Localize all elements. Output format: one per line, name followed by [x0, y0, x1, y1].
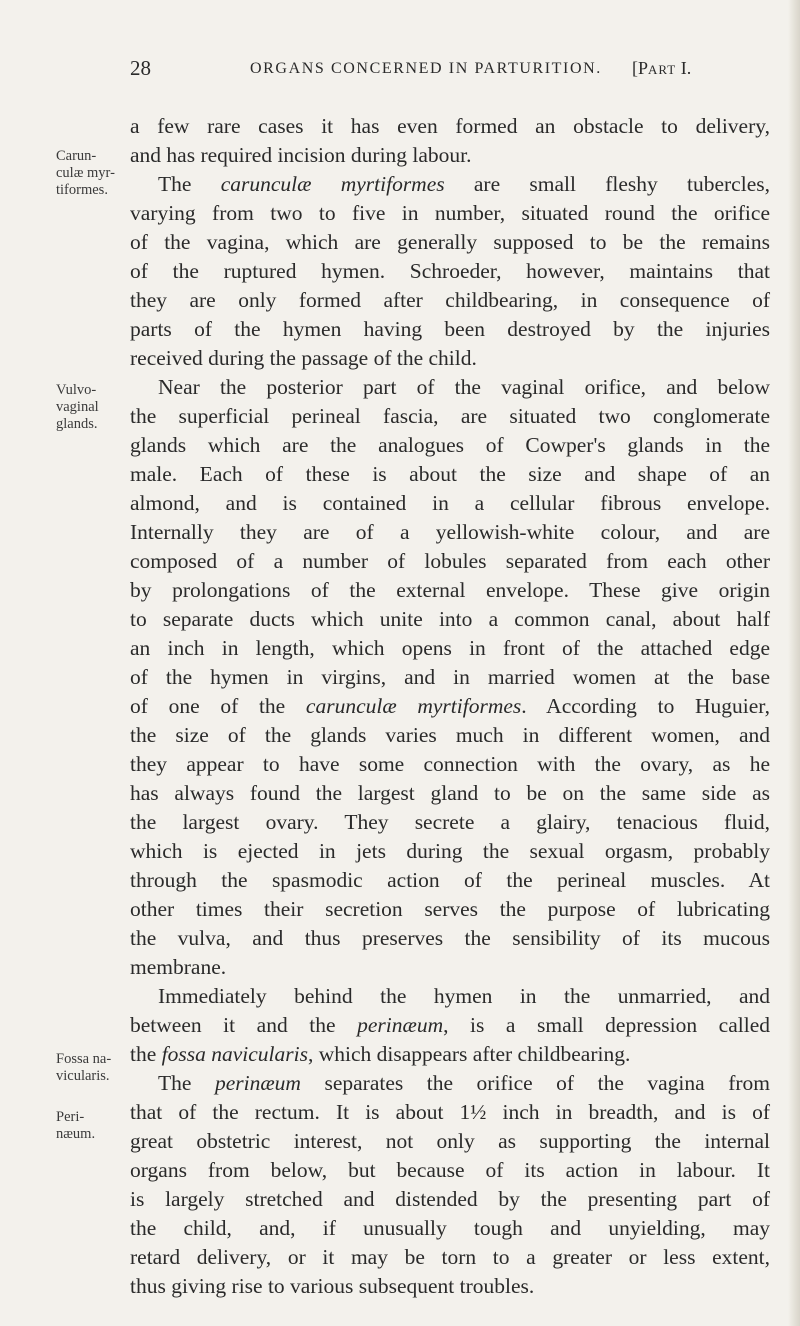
- body-line: is largely stretched and distended by the presenting part of: [130, 1187, 770, 1211]
- body-line: between it and the perinæum, is a small depression called: [130, 1013, 770, 1037]
- page-header: [0, 56, 800, 84]
- body-line: the child, and, if unusually tough and unyielding, may: [130, 1216, 770, 1240]
- body-line: received during the passage of the child.: [130, 346, 477, 370]
- body-line: organs from below, but because of its action in labour. It: [130, 1158, 770, 1182]
- body-line: Near the posterior part of the vaginal orifice, and below: [158, 375, 770, 399]
- body-line: to separate ducts which unite into a common canal, about half: [130, 607, 770, 631]
- side-note-line: Carun-: [56, 148, 97, 164]
- side-note-line: Peri-: [56, 1109, 85, 1125]
- body-line: other times their secretion serves the purpose of lubricating: [130, 897, 770, 921]
- side-note-line: vicularis.: [56, 1068, 110, 1084]
- body-line: varying from two to five in number, situated round the orifice: [130, 201, 770, 225]
- body-line: of the hymen in virgins, and in married women at the base: [130, 665, 770, 689]
- body-line: of the ruptured hymen. Schroeder, however, maintains that: [130, 259, 770, 283]
- body-line: Internally they are of a yellowish-white colour, and are: [130, 520, 770, 544]
- page-edge-shadow: [788, 0, 800, 1326]
- body-line: composed of a number of lobules separated from each other: [130, 549, 770, 573]
- side-note-fossa: [56, 1051, 130, 1085]
- side-note-line: glands.: [56, 416, 98, 432]
- running-title: ORGANS CONCERNED IN PARTURITION.: [250, 60, 602, 77]
- body-line: of the vagina, which are generally supposed to be the remains: [130, 230, 770, 254]
- body-line: a few rare cases it has even formed an obstacle to delivery,: [130, 114, 770, 138]
- body-line: glands which are the analogues of Cowper's glands in the: [130, 433, 770, 457]
- body-line: Immediately behind the hymen in the unmarried, and: [158, 984, 770, 1008]
- body-line: thus giving rise to various subsequent troubles.: [130, 1274, 535, 1298]
- page-number: 28: [130, 56, 151, 80]
- body-line: that of the rectum. It is about 1½ inch in breadth, and is of: [130, 1100, 770, 1124]
- side-note-line: tiformes.: [56, 182, 108, 198]
- part-label-open: [P: [632, 58, 649, 78]
- side-note-line: Fossa na-: [56, 1051, 112, 1067]
- body-line: an inch in length, which opens in front of the attached edge: [130, 636, 770, 660]
- side-note-line: Vulvo-: [56, 382, 97, 398]
- body-line: and has required incision during labour.: [130, 143, 472, 167]
- body-line: they appear to have some connection with the ovary, as he: [130, 752, 770, 776]
- body-line: male. Each of these is about the size and shape of an: [130, 462, 770, 486]
- part-label: [632, 58, 691, 79]
- part-label-close: I.: [676, 58, 692, 78]
- body-line: which is ejected in jets during the sexual orgasm, probably: [130, 839, 770, 863]
- body-line: through the spasmodic action of the perineal muscles. At: [130, 868, 770, 892]
- italic-term: perinæum: [357, 1013, 444, 1037]
- body-line: has always found the largest gland to be on the same side as: [130, 781, 770, 805]
- body-line: The perinæum separates the orifice of the vagina from: [158, 1071, 770, 1095]
- side-note-line: vaginal: [56, 399, 99, 415]
- body-line: they are only formed after childbearing, in consequence of: [130, 288, 770, 312]
- body-line: the size of the glands varies much in different women, and: [130, 723, 770, 747]
- body-line: retard delivery, or it may be torn to a greater or less extent,: [130, 1245, 770, 1269]
- side-note-perinaeum: [56, 1109, 130, 1143]
- body-line: membrane.: [130, 955, 227, 979]
- italic-term: fossa navicularis: [161, 1042, 308, 1066]
- body-line: parts of the hymen having been destroyed by the injuries: [130, 317, 770, 341]
- body-line: great obstetric interest, not only as supporting the internal: [130, 1129, 770, 1153]
- body-line: The carunculæ myrtiformes are small fleshy tubercles,: [158, 172, 770, 196]
- body-line: the largest ovary. They secrete a glairy, tenacious fluid,: [130, 810, 770, 834]
- italic-term: perinæum: [214, 1071, 301, 1095]
- body-line: of one of the carunculæ myrtiformes. According to Huguier,: [130, 694, 770, 718]
- body-line: by prolongations of the external envelope. These give origin: [130, 578, 770, 602]
- body-line: the superficial perineal fascia, are situated two conglomerate: [130, 404, 770, 428]
- body-line: almond, and is contained in a cellular fibrous envelope.: [130, 491, 770, 515]
- side-note-line: næum.: [56, 1126, 96, 1142]
- part-label-small: ART: [648, 62, 677, 77]
- body-line: the vulva, and thus preserves the sensibility of its mucous: [130, 926, 770, 950]
- body-line: the fossa navicularis, which disappears after childbearing.: [130, 1042, 631, 1066]
- italic-term: carunculæ myrtiformes: [305, 694, 522, 718]
- italic-term: carunculæ myrtiformes: [220, 172, 445, 196]
- side-note-vulvovaginal: [56, 382, 130, 433]
- side-note-line: culæ myr-: [56, 165, 115, 181]
- side-note-caruncles: [56, 148, 130, 199]
